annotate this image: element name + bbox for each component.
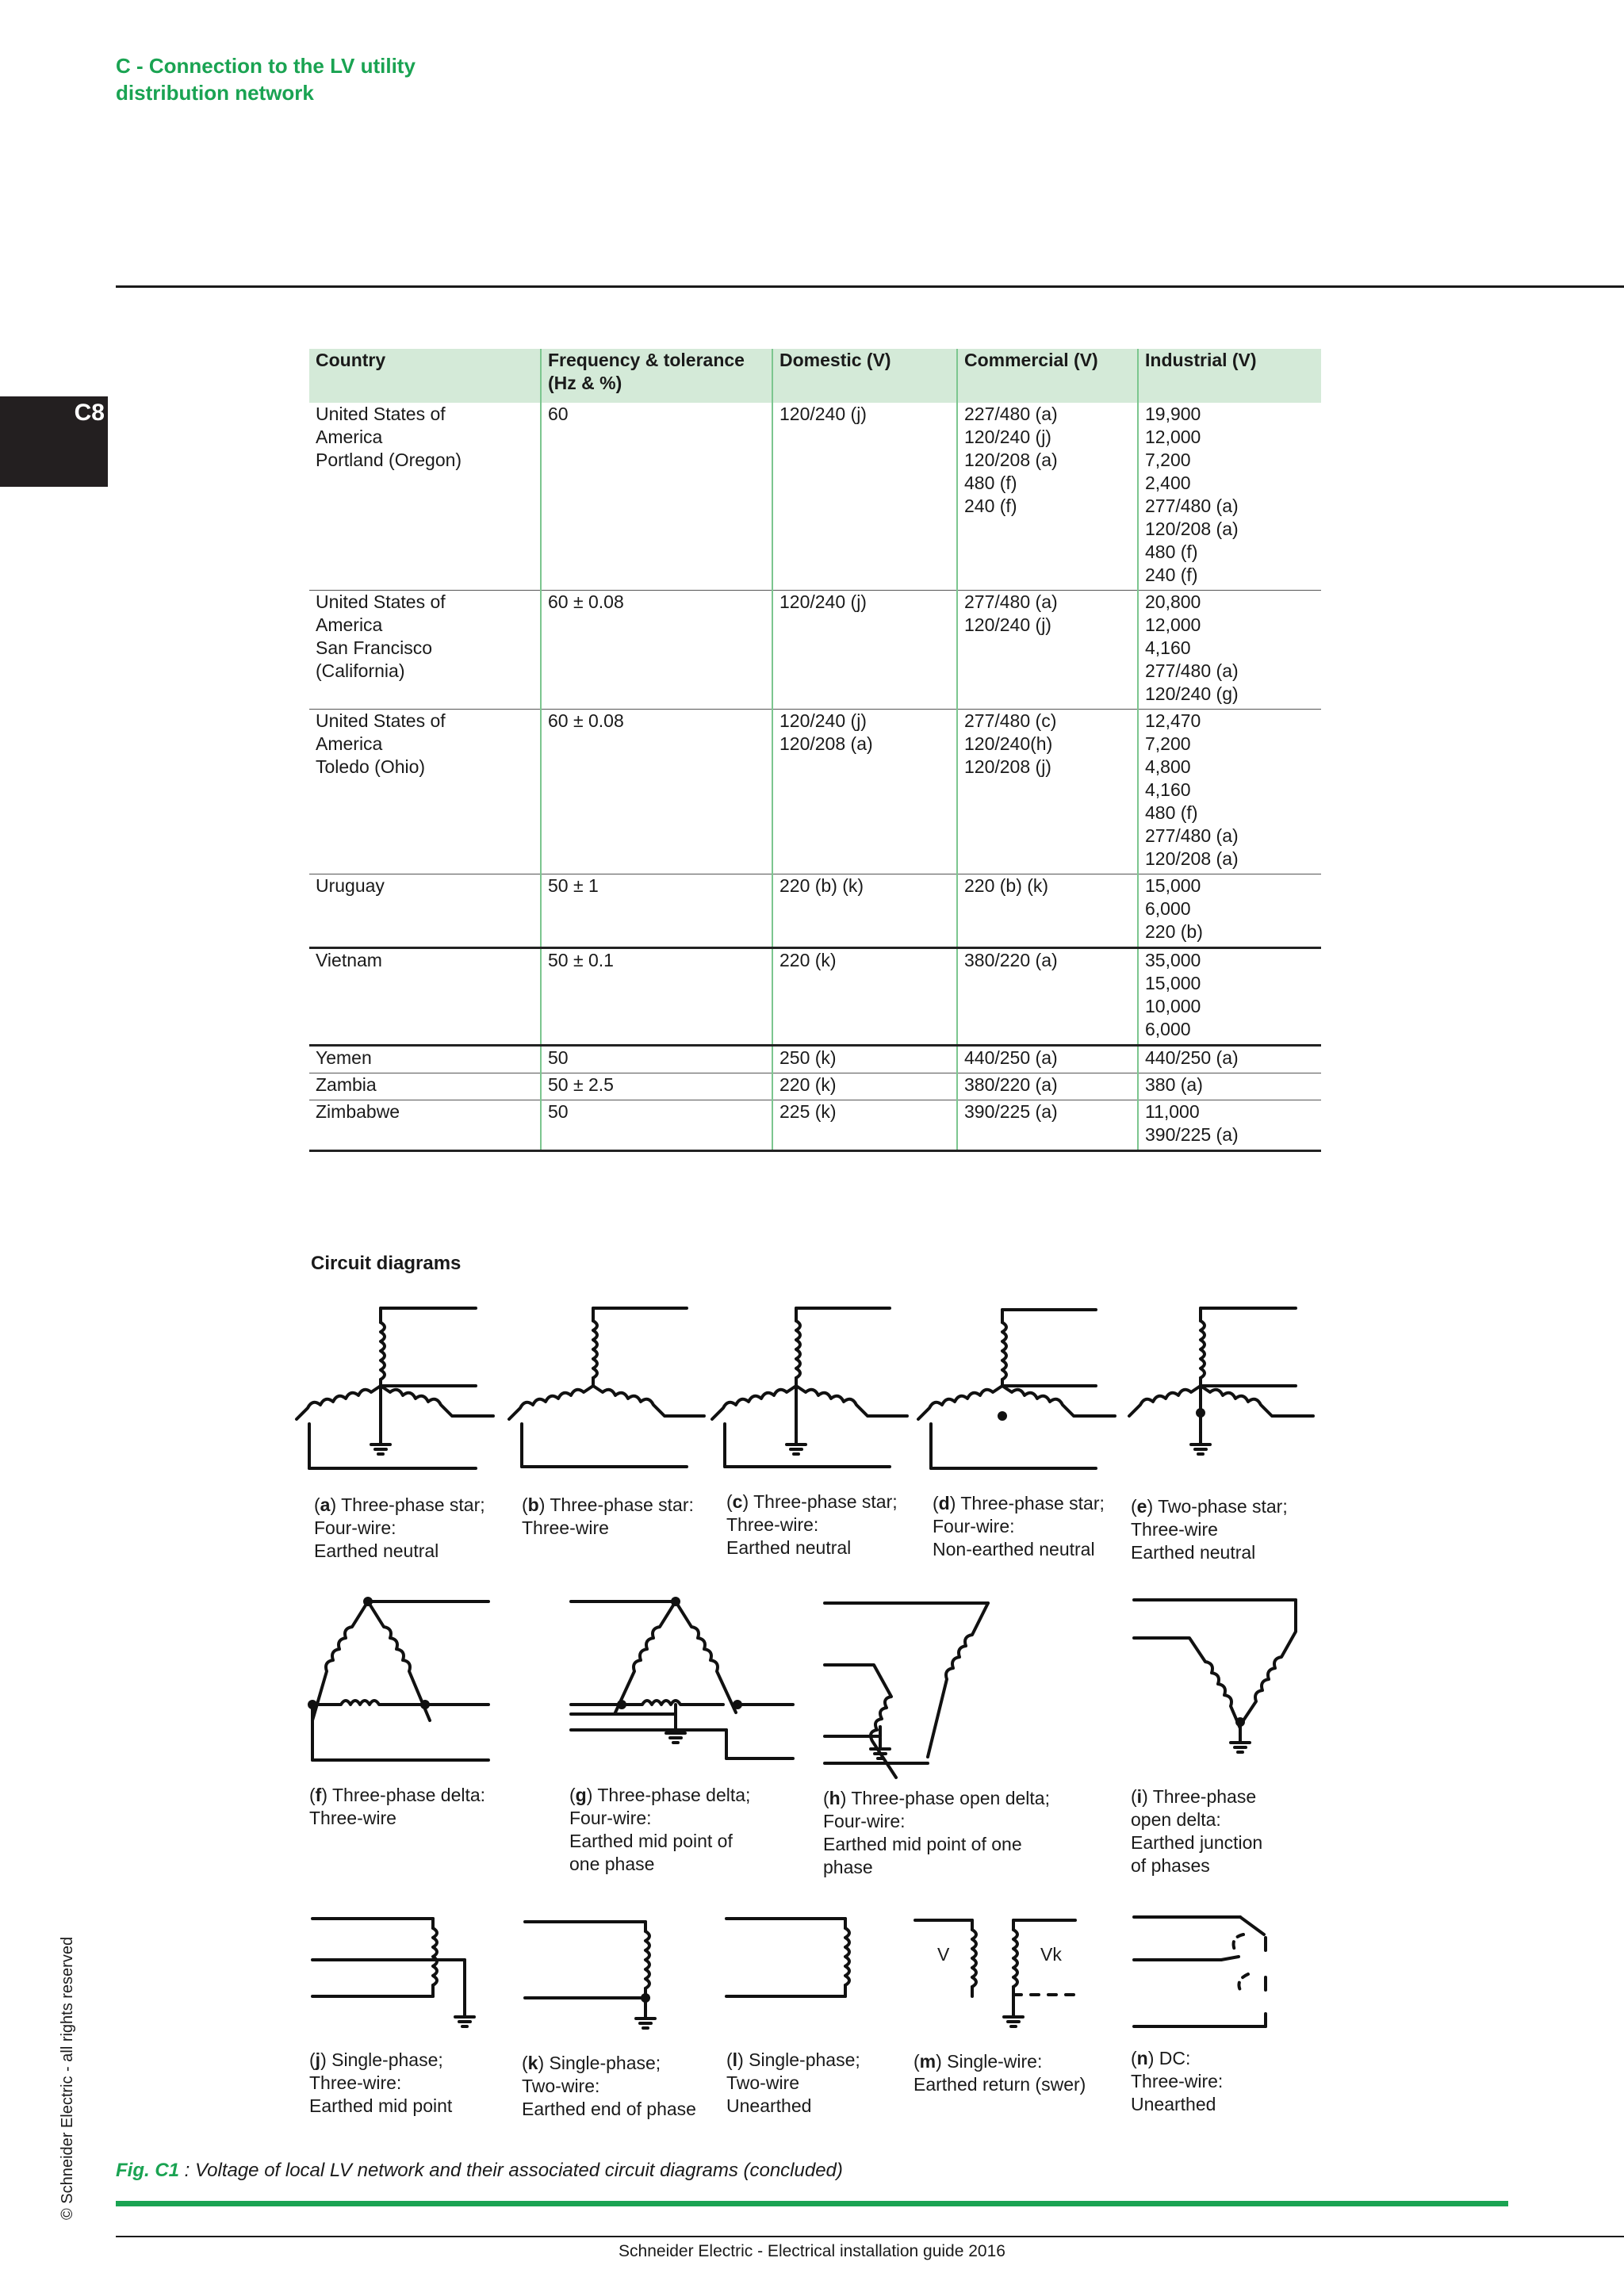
header-domestic: Domestic (V) bbox=[772, 349, 957, 403]
caption-m-line2: Earthed return (swer) bbox=[914, 2074, 1086, 2095]
caption-g: (g) Three-phase delta; Four-wire: Earthed mid point of one phase bbox=[569, 1785, 751, 1874]
frequency-line: 50 ± 1 bbox=[548, 875, 599, 896]
diagram-j bbox=[312, 1919, 474, 2026]
caption-h-line4: phase bbox=[823, 1857, 873, 1877]
footer-rule bbox=[116, 2236, 1624, 2237]
copyright-notice: © Schneider Electric - all rights reserved bbox=[59, 1936, 76, 2220]
figure-rule bbox=[116, 2201, 1508, 2206]
country-line: Yemen bbox=[316, 1047, 372, 1068]
caption-a-line1: ) Three-phase star; bbox=[330, 1494, 485, 1515]
caption-i-line3: Earthed junction bbox=[1131, 1832, 1263, 1853]
diagram-i bbox=[1134, 1600, 1296, 1752]
domestic-line: 120/240 (j) bbox=[779, 404, 867, 424]
diagram-b bbox=[509, 1308, 704, 1467]
industrial-line: 440/250 (a) bbox=[1145, 1047, 1239, 1068]
industrial-line: 390/225 (a) bbox=[1145, 1124, 1239, 1145]
caption-f-letter: f bbox=[315, 1785, 322, 1805]
caption-i: (i) Three-phase open delta: Earthed junction of phases bbox=[1131, 1786, 1263, 1876]
industrial-line: 120/208 (a) bbox=[1145, 519, 1239, 539]
diagram-e bbox=[1129, 1308, 1313, 1454]
domestic-line: 225 (k) bbox=[779, 1101, 837, 1122]
commercial-line: 220 (b) (k) bbox=[964, 875, 1049, 896]
caption-h-line2: Four-wire: bbox=[823, 1811, 906, 1831]
country-line: (California) bbox=[316, 660, 405, 681]
caption-a-line3: Earthed neutral bbox=[314, 1540, 439, 1561]
header-frequency-line1: Frequency & tolerance bbox=[548, 350, 745, 370]
commercial-line: 480 (f) bbox=[964, 473, 1017, 493]
country-line: Toledo (Ohio) bbox=[316, 756, 426, 777]
industrial-line: 120/240 (g) bbox=[1145, 683, 1239, 704]
domestic-line: 220 (b) (k) bbox=[779, 875, 864, 896]
caption-a: (a) Three-phase star; Four-wire: Earthed neutral bbox=[314, 1494, 485, 1561]
caption-e-line3: Earthed neutral bbox=[1131, 1542, 1256, 1563]
caption-g-line4: one phase bbox=[569, 1854, 655, 1874]
caption-c: (c) Three-phase star; Three-wire: Earthed neutral bbox=[726, 1491, 898, 1558]
domestic-line: 120/240 (j) bbox=[779, 710, 867, 731]
caption-h-line1: ) Three-phase open delta; bbox=[840, 1788, 1050, 1808]
diagram-l bbox=[726, 1919, 849, 1996]
caption-k-line2: Two-wire: bbox=[522, 2076, 600, 2096]
diagram-h bbox=[825, 1603, 988, 1777]
caption-h: (h) Three-phase open delta; Four-wire: Earthed mid point of one phase bbox=[823, 1788, 1050, 1877]
industrial-line: 4,160 bbox=[1145, 637, 1191, 658]
caption-h-line3: Earthed mid point of one bbox=[823, 1834, 1022, 1854]
industrial-line: 4,800 bbox=[1145, 756, 1191, 777]
frequency-line: 60 bbox=[548, 404, 569, 424]
diagram-f bbox=[309, 1598, 488, 1760]
industrial-line: 2,400 bbox=[1145, 473, 1191, 493]
caption-a-line2: Four-wire: bbox=[314, 1517, 396, 1538]
country-line: Portland (Oregon) bbox=[316, 450, 462, 470]
country-line: San Francisco bbox=[316, 637, 433, 658]
commercial-line: 380/220 (a) bbox=[964, 950, 1058, 970]
diagram-k bbox=[525, 1922, 655, 2028]
caption-a-letter: a bbox=[320, 1494, 331, 1515]
caption-j-letter: j bbox=[315, 2049, 321, 2070]
caption-i-line1: ) Three-phase bbox=[1142, 1786, 1257, 1807]
caption-e-line2: Three-wire bbox=[1131, 1519, 1218, 1540]
caption-g-line2: Four-wire: bbox=[569, 1808, 652, 1828]
domestic-line: 120/240 (j) bbox=[779, 591, 867, 612]
caption-e: (e) Two-phase star; Three-wire Earthed neutral bbox=[1131, 1496, 1288, 1563]
header-industrial: Industrial (V) bbox=[1138, 349, 1321, 403]
frequency-line: 50 ± 2.5 bbox=[548, 1074, 614, 1095]
caption-e-line1: ) Two-phase star; bbox=[1147, 1496, 1288, 1517]
caption-c-line1: ) Three-phase star; bbox=[742, 1491, 898, 1512]
industrial-line: 11,000 bbox=[1145, 1101, 1200, 1122]
country-line: Vietnam bbox=[316, 950, 382, 970]
circuit-diagrams-title: Circuit diagrams bbox=[311, 1253, 462, 1274]
caption-n-line1: ) DC: bbox=[1147, 2048, 1191, 2068]
caption-f: (f) Three-phase delta: Three-wire bbox=[309, 1785, 486, 1828]
caption-c-line2: Three-wire: bbox=[726, 1514, 819, 1535]
caption-d-letter: d bbox=[938, 1493, 950, 1513]
industrial-line: 240 (f) bbox=[1145, 564, 1198, 585]
caption-b-line2: Three-wire bbox=[522, 1517, 609, 1538]
caption-c-line3: Earthed neutral bbox=[726, 1537, 852, 1558]
header-commercial: Commercial (V) bbox=[957, 349, 1138, 403]
caption-i-line2: open delta: bbox=[1131, 1809, 1221, 1830]
industrial-line: 4,160 bbox=[1145, 779, 1191, 800]
diagram-m-label-v: V bbox=[937, 1944, 950, 1965]
commercial-line: 227/480 (a) bbox=[964, 404, 1058, 424]
commercial-line: 277/480 (a) bbox=[964, 591, 1058, 612]
caption-c-letter: c bbox=[732, 1491, 743, 1512]
caption-d-line2: Four-wire: bbox=[933, 1516, 1015, 1536]
industrial-line: 35,000 bbox=[1145, 950, 1201, 970]
caption-n-line3: Unearthed bbox=[1131, 2094, 1216, 2114]
caption-j-line2: Three-wire: bbox=[309, 2072, 402, 2093]
caption-m-letter: m bbox=[919, 2051, 936, 2072]
frequency-line: 60 ± 0.08 bbox=[548, 710, 624, 731]
frequency-line: 60 ± 0.08 bbox=[548, 591, 624, 612]
caption-b-line1: ) Three-phase star: bbox=[538, 1494, 694, 1515]
country-line: America bbox=[316, 427, 383, 447]
commercial-line: 120/240 (j) bbox=[964, 614, 1051, 635]
frequency-line: 50 ± 0.1 bbox=[548, 950, 614, 970]
caption-d-line1: ) Three-phase star; bbox=[949, 1493, 1105, 1513]
page-tab-label: C8 bbox=[74, 400, 105, 426]
footer-text: Schneider Electric - Electrical installation guide 2016 bbox=[619, 2242, 1005, 2260]
caption-h-letter: h bbox=[829, 1788, 841, 1808]
caption-d-line3: Non-earthed neutral bbox=[933, 1539, 1095, 1559]
country-line: Zambia bbox=[316, 1074, 377, 1095]
commercial-line: 120/240 (j) bbox=[964, 427, 1051, 447]
figure-text: : Voltage of local LV network and their associated circuit diagrams (concluded) bbox=[179, 2160, 843, 2181]
domestic-line: 220 (k) bbox=[779, 950, 837, 970]
diagram-n bbox=[1134, 1917, 1266, 2026]
chapter-title-line2: distribution network bbox=[116, 81, 314, 105]
caption-l-line2: Two-wire bbox=[726, 2072, 800, 2093]
diagram-g bbox=[571, 1598, 793, 1758]
caption-l-letter: l bbox=[732, 2049, 738, 2070]
domestic-line: 120/208 (a) bbox=[779, 733, 873, 754]
industrial-line: 7,200 bbox=[1145, 733, 1191, 754]
frequency-line: 50 bbox=[548, 1047, 569, 1068]
country-line: United States of bbox=[316, 710, 446, 731]
chapter-title-line1: C - Connection to the LV utility bbox=[116, 54, 416, 78]
caption-m-line1: ) Single-wire: bbox=[936, 2051, 1043, 2072]
caption-k: (k) Single-phase; Two-wire: Earthed end of phase bbox=[522, 2053, 696, 2119]
frequency-line: 50 bbox=[548, 1101, 569, 1122]
diagram-m-label-vk: Vk bbox=[1040, 1944, 1062, 1965]
caption-j-line3: Earthed mid point bbox=[309, 2095, 453, 2116]
caption-l: (l) Single-phase; Two-wire Unearthed bbox=[726, 2049, 860, 2116]
caption-b-letter: b bbox=[527, 1494, 539, 1515]
diagram-a bbox=[297, 1308, 493, 1468]
caption-g-letter: g bbox=[575, 1785, 587, 1805]
commercial-line: 120/208 (a) bbox=[964, 450, 1058, 470]
domestic-line: 220 (k) bbox=[779, 1074, 837, 1095]
caption-e-letter: e bbox=[1136, 1496, 1147, 1517]
caption-b: (b) Three-phase star: Three-wire bbox=[522, 1494, 694, 1538]
industrial-line: 277/480 (a) bbox=[1145, 660, 1239, 681]
industrial-line: 277/480 (a) bbox=[1145, 825, 1239, 846]
caption-d: (d) Three-phase star; Four-wire: Non-earthed neutral bbox=[933, 1493, 1105, 1559]
diagram-d bbox=[918, 1310, 1115, 1468]
caption-l-line3: Unearthed bbox=[726, 2095, 812, 2116]
industrial-line: 12,000 bbox=[1145, 427, 1201, 447]
domestic-line: 250 (k) bbox=[779, 1047, 837, 1068]
header-country: Country bbox=[309, 349, 541, 403]
industrial-line: 15,000 bbox=[1145, 973, 1201, 993]
caption-f-line1: ) Three-phase delta: bbox=[321, 1785, 486, 1805]
caption-k-line1: ) Single-phase; bbox=[538, 2053, 661, 2073]
header-frequency-line2: (Hz & %) bbox=[548, 373, 622, 393]
industrial-line: 12,000 bbox=[1145, 614, 1201, 635]
industrial-line: 120/208 (a) bbox=[1145, 848, 1239, 869]
caption-j: (j) Single-phase; Three-wire: Earthed mid point bbox=[309, 2049, 453, 2116]
commercial-line: 380/220 (a) bbox=[964, 1074, 1058, 1095]
industrial-line: 480 (f) bbox=[1145, 802, 1198, 823]
industrial-line: 6,000 bbox=[1145, 898, 1191, 919]
caption-n: (n) DC: Three-wire: Unearthed bbox=[1131, 2048, 1224, 2114]
caption-j-line1: ) Single-phase; bbox=[320, 2049, 443, 2070]
caption-g-line1: ) Three-phase delta; bbox=[586, 1785, 751, 1805]
industrial-line: 277/480 (a) bbox=[1145, 496, 1239, 516]
caption-i-line4: of phases bbox=[1131, 1855, 1210, 1876]
country-line: America bbox=[316, 733, 383, 754]
commercial-line: 120/240(h) bbox=[964, 733, 1053, 754]
industrial-line: 15,000 bbox=[1145, 875, 1201, 896]
industrial-line: 6,000 bbox=[1145, 1019, 1191, 1039]
country-line: Uruguay bbox=[316, 875, 385, 896]
industrial-line: 380 (a) bbox=[1145, 1074, 1203, 1095]
commercial-line: 390/225 (a) bbox=[964, 1101, 1058, 1122]
industrial-line: 20,800 bbox=[1145, 591, 1201, 612]
figure-label: Fig. C1 bbox=[116, 2160, 180, 2181]
industrial-line: 480 (f) bbox=[1145, 541, 1198, 562]
caption-k-line3: Earthed end of phase bbox=[522, 2099, 696, 2119]
industrial-line: 10,000 bbox=[1145, 996, 1201, 1016]
caption-n-letter: n bbox=[1136, 2048, 1148, 2068]
caption-i-letter: i bbox=[1136, 1786, 1143, 1807]
country-line: Zimbabwe bbox=[316, 1101, 400, 1122]
country-line: America bbox=[316, 614, 383, 635]
diagram-c bbox=[712, 1308, 907, 1467]
commercial-line: 240 (f) bbox=[964, 496, 1017, 516]
caption-l-line1: ) Single-phase; bbox=[737, 2049, 860, 2070]
commercial-line: 120/208 (j) bbox=[964, 756, 1051, 777]
caption-k-letter: k bbox=[527, 2053, 538, 2073]
industrial-line: 7,200 bbox=[1145, 450, 1191, 470]
commercial-line: 277/480 (c) bbox=[964, 710, 1057, 731]
caption-m: (m) Single-wire: Earthed return (swer) bbox=[914, 2051, 1086, 2095]
caption-f-line2: Three-wire bbox=[309, 1808, 396, 1828]
caption-n-line2: Three-wire: bbox=[1131, 2071, 1224, 2091]
country-line: United States of bbox=[316, 591, 446, 612]
industrial-line: 19,900 bbox=[1145, 404, 1201, 424]
commercial-line: 440/250 (a) bbox=[964, 1047, 1058, 1068]
caption-g-line3: Earthed mid point of bbox=[569, 1831, 733, 1851]
diagram-m bbox=[915, 1920, 1078, 2026]
industrial-line: 12,470 bbox=[1145, 710, 1201, 731]
country-line: United States of bbox=[316, 404, 446, 424]
figure-caption bbox=[116, 2160, 843, 2182]
industrial-line: 220 (b) bbox=[1145, 921, 1203, 942]
